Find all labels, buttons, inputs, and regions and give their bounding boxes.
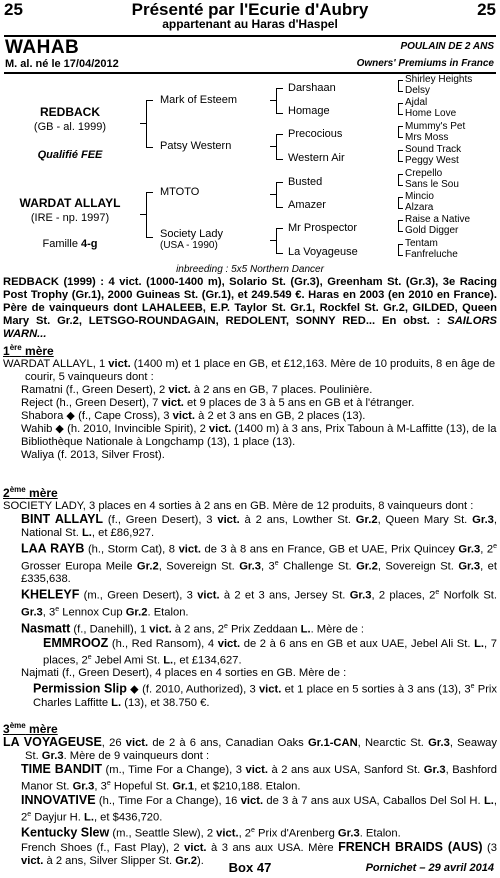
dam-family: Famille 4-g (42, 238, 98, 250)
gen4-8: Peggy West (405, 155, 459, 166)
bracket-g2-1-tick (270, 100, 276, 101)
gen4-10: Sans le Sou (405, 179, 459, 190)
produce-item: BINT ALLAYL (f., Green Desert), 3 vict. à 2 ans, Lowther St. Gr.2, Queen Mary St. Gr.3, National St. L., et £86,927. (21, 512, 498, 539)
gen2-dam-dam-info: (USA - 1990) (160, 240, 218, 251)
gen2-dam-dam: Society Lady (160, 228, 223, 240)
bracket-g3-2 (398, 103, 403, 115)
bracket-g2-3 (276, 182, 283, 208)
bracket-g2-3-tick (270, 194, 276, 195)
horse-name: WAHAB (5, 37, 80, 58)
horse-type: POULAIN DE 2 ANS (400, 41, 494, 52)
lot-number-right: 25 (477, 0, 496, 19)
owners-premiums: Owners' Premiums in France (356, 58, 494, 69)
produce-item: Waliya (f. 2013, Silver Frost). (21, 449, 165, 461)
produce-item: Wahib ◆ (h. 2010, Invincible Spirit), 2 vict. (1400 m) à 3 ans, Prix Taboun à M-Laffitte (13), de la Bibliothèque Nationale à Longchamp (13), 1 place (13). (21, 423, 497, 448)
gen4-15: Tentam (405, 238, 438, 249)
first-dam-text: WARDAT ALLAYL, 1 vict. (1400 m) et 1 place en GB, et £12,163. Mère de 10 produits, 8 en âge de courir, 5 vainqueurs dont : (3, 358, 496, 383)
sire-note: Qualifié FEE (37, 149, 103, 161)
sire-name: REDBACK (40, 105, 100, 119)
gen4-16: Fanfreluche (405, 249, 458, 260)
produce-item: French Shoes (f., Fast Play), 2 vict. à 3 ans aux USA. Mère FRENCH BRAIDS (AUS) (3 vict. à 2 ans, Silver Slipper St. Gr.2). (21, 840, 497, 868)
dam-info: (IRE - np. 1997) (30, 212, 110, 224)
third-dam-text: LA VOYAGEUSE, 26 vict. de 2 à 6 ans, Canadian Oaks Gr.1-CAN, Nearctic St. Gr.3, Seaway St. Gr.3. Mère de 9 vainqueurs dont : (3, 735, 497, 762)
bracket-g3-1 (398, 80, 403, 92)
gen3-6: Amazer (288, 199, 326, 211)
produce-item: Reject (h., Green Desert), 7 vict. et 9 places de 3 à 5 ans en GB et à l'étranger. (21, 397, 415, 409)
gen4-11: Mincio (405, 191, 434, 202)
produce-item: EMMROOZ (h., Red Ransom), 4 vict. de 2 à 6 ans en GB et aux UAE, Jebel Ali St. L., 7 places, 2e Jebel Ami St. L., et £134,627. (43, 635, 497, 667)
sale-info: Pornichet – 29 avril 2014 (365, 862, 494, 874)
bracket-g2-4 (276, 228, 283, 254)
bracket-g3-4 (398, 150, 403, 162)
gen4-1: Shirley Heights (405, 74, 473, 85)
produce-item: Nasmatt (f., Danehill), 1 vict. à 2 ans, 2e Prix Zeddaan L.. Mère de : (21, 621, 365, 636)
bracket-g3-6 (398, 197, 403, 209)
bracket-g3-7 (398, 220, 403, 232)
second-dam-section (3, 483, 497, 710)
produce-item: KHELEYF (m., Green Desert), 3 vict. à 2 et 3 ans, Jersey St. Gr.3, 2 places, 2e Norfolk St. Gr.3, 3e Lennox Cup Gr.2. Etalon. (21, 588, 498, 619)
sire-bracket-tick (140, 123, 146, 124)
page-subtitle: appartenant au Haras d'Haspel (162, 17, 338, 31)
gen4-7: Sound Track (405, 144, 462, 155)
bracket-g2-2-tick (270, 146, 276, 147)
gen3-5: Busted (288, 176, 323, 188)
sire-paragraph: REDBACK (1999) : 4 vict. (1000-1400 m), Solario St. (Gr.3), Greenham St. (Gr.3), 3e Racing Post Trophy (Gr.1), 2000 Guineas St. (Gr.1), et 249.549 €. Haras en 2003 (en 2010 en France). Père de vainqueurs dont LAHALEEB, E.P. Taylor St. Gr.1, Rockfel St. Gr.2, GILDED, Queen Mary St. Gr.2, LETSGO-ROUNDAGAIN, REDOLENT, SONNY RED... En obst. : SAILORS WARN... (3, 276, 497, 340)
horse-birth: M. al. né le 17/04/2012 (5, 58, 119, 70)
sire-bracket (146, 100, 153, 148)
gen3-4: Western Air (288, 152, 345, 164)
gen4-2: Delsy (405, 85, 431, 96)
inbreeding-note: inbreeding : 5x5 Northern Dancer (176, 264, 324, 275)
produce-item: Kentucky Slew (m., Seattle Slew), 2 vict., 2e Prix d'Arenberg Gr.3. Etalon. (21, 826, 401, 841)
first-dam-section (3, 341, 497, 462)
bracket-g2-4-tick (270, 240, 276, 241)
box-number: Box 47 (228, 860, 272, 875)
bracket-g2-1 (276, 88, 283, 114)
second-dam-heading: 2ème mère (3, 485, 58, 500)
gen2-dam-sire: MTOTO (160, 186, 200, 198)
dam-bracket (146, 192, 153, 238)
bracket-g3-8 (398, 244, 403, 256)
sire-info: (GB - al. 1999) (33, 121, 107, 133)
gen4-3: Ajdal (405, 97, 428, 108)
lot-number-left: 25 (4, 0, 23, 19)
bracket-g3-3 (398, 126, 403, 138)
third-dam-section (3, 719, 497, 868)
produce-item: Permission Slip ◆ (f. 2010, Authorized), 3 vict. et 1 place en 5 sorties à 3 ans (13), 3e Prix Charles Laffitte L. (13), et 38.750 €. (33, 682, 498, 710)
third-dam-heading: 3ème mère (3, 721, 58, 736)
produce-item: Najmati (f., Green Desert), 4 places en 4 sorties en GB. Mère de : (21, 667, 347, 680)
produce-item: Shabora ◆ (f., Cape Cross), 3 vict. à 2 et 3 ans en GB, 2 places (13). (21, 410, 366, 422)
produce-item: INNOVATIVE (h., Time For a Change), 16 vict. de 3 à 7 ans aux USA, Caballos Del Sol H. L., 2e Dayjur H. L., et $436,720. (21, 792, 497, 824)
gen4-9: Crepello (405, 168, 443, 179)
gen3-2: Homage (288, 105, 330, 117)
gen4-14: Gold Digger (405, 225, 459, 236)
bracket-g2-2 (276, 134, 283, 160)
dam-bracket-tick (140, 214, 146, 215)
gen3-3: Precocious (288, 128, 343, 140)
produce-item: Ramatni (f., Green Desert), 2 vict. à 2 ans en GB, 7 places. Poulinière. (21, 384, 373, 396)
first-dam-heading: 1ère mère (3, 343, 54, 358)
gen3-7: Mr Prospector (288, 222, 358, 234)
produce-item: TIME BANDIT (m., Time For a Change), 3 vict. à 2 ans aux USA, Sanford St. Gr.3, Bashford Manor St. Gr.3, 3e Hopeful St. Gr.1, et $210,188. Etalon. (21, 762, 497, 793)
produce-item: LAA RAYB (h., Storm Cat), 8 vict. de 3 à 8 ans en France, GB et UAE, Prix Quincey Gr.3, 2e Grosser Europa Meile Gr.2, Sovereign St. Gr.3, 3e Challenge St. Gr.2, Sovereign St. Gr.3, et £335,638. (21, 541, 498, 586)
gen4-6: Mrs Moss (405, 132, 449, 143)
gen3-1: Darshaan (288, 82, 336, 94)
gen4-5: Mummy's Pet (405, 121, 466, 132)
gen3-8: La Voyageuse (288, 246, 358, 258)
gen2-sire-sire: Mark of Esteem (160, 94, 238, 106)
gen4-4: Home Love (405, 108, 457, 119)
gen4-12: Alzara (405, 202, 434, 213)
bracket-g3-5 (398, 174, 403, 186)
dam-name: WARDAT ALLAYL (19, 196, 121, 210)
page-title: Présenté par l'Ecurie d'Aubry (131, 0, 369, 19)
gen2-sire-dam: Patsy Western (160, 140, 232, 152)
gen4-13: Raise a Native (405, 214, 471, 225)
second-dam-text: SOCIETY LADY, 3 places en 4 sorties à 2 ans en GB. Mère de 12 produits, 8 vainqueurs dont : (3, 500, 474, 512)
